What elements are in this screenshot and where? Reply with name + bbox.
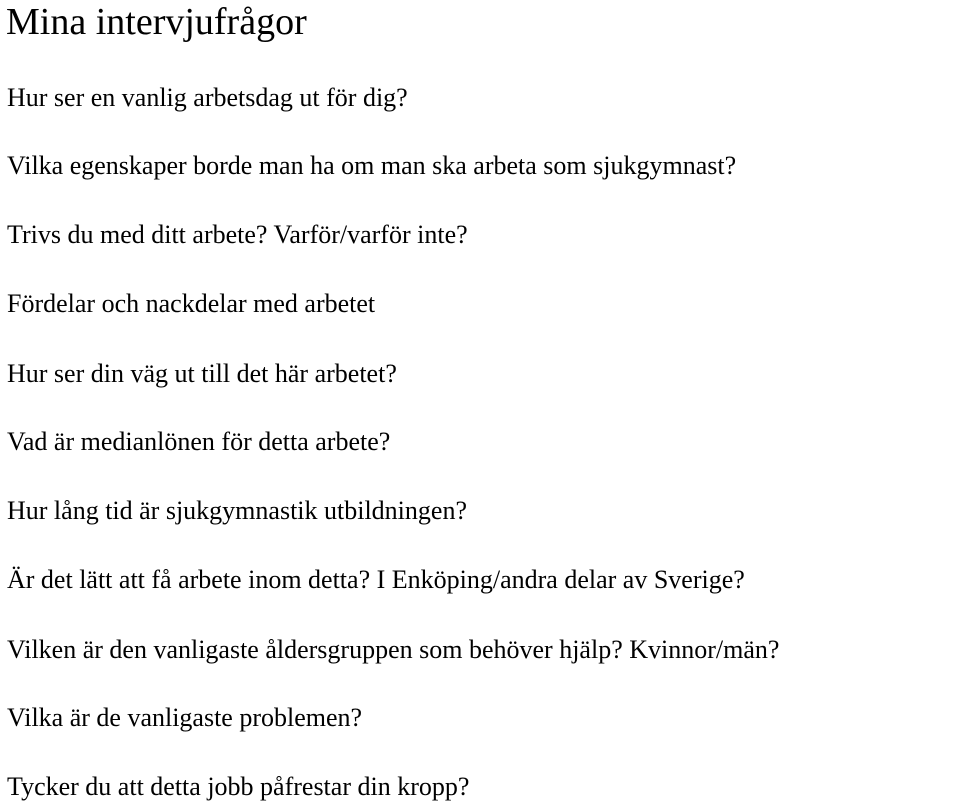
question-item: Hur ser din väg ut till det här arbetet?: [7, 359, 397, 388]
question-item: Tycker du att detta jobb påfrestar din kropp?: [7, 772, 470, 801]
question-item: Fördelar och nackdelar med arbetet: [7, 289, 376, 318]
page-title: Mina intervjufrågor: [6, 1, 307, 43]
question-item: Vilken är den vanligaste åldersgruppen som behöver hjälp? Kvinnor/män?: [7, 635, 780, 664]
question-item: Hur ser en vanlig arbetsdag ut för dig?: [7, 83, 408, 112]
question-item: Vilka är de vanligaste problemen?: [7, 703, 363, 732]
question-item: Hur lång tid är sjukgymnastik utbildningen?: [7, 496, 467, 525]
question-item: Vilka egenskaper borde man ha om man ska arbeta som sjukgymnast?: [7, 151, 737, 180]
question-item: Vad är medianlönen för detta arbete?: [7, 427, 391, 456]
question-item: Är det lätt att få arbete inom detta? I Enköping/andra delar av Sverige?: [7, 565, 745, 594]
question-item: Trivs du med ditt arbete? Varför/varför inte?: [7, 220, 468, 249]
